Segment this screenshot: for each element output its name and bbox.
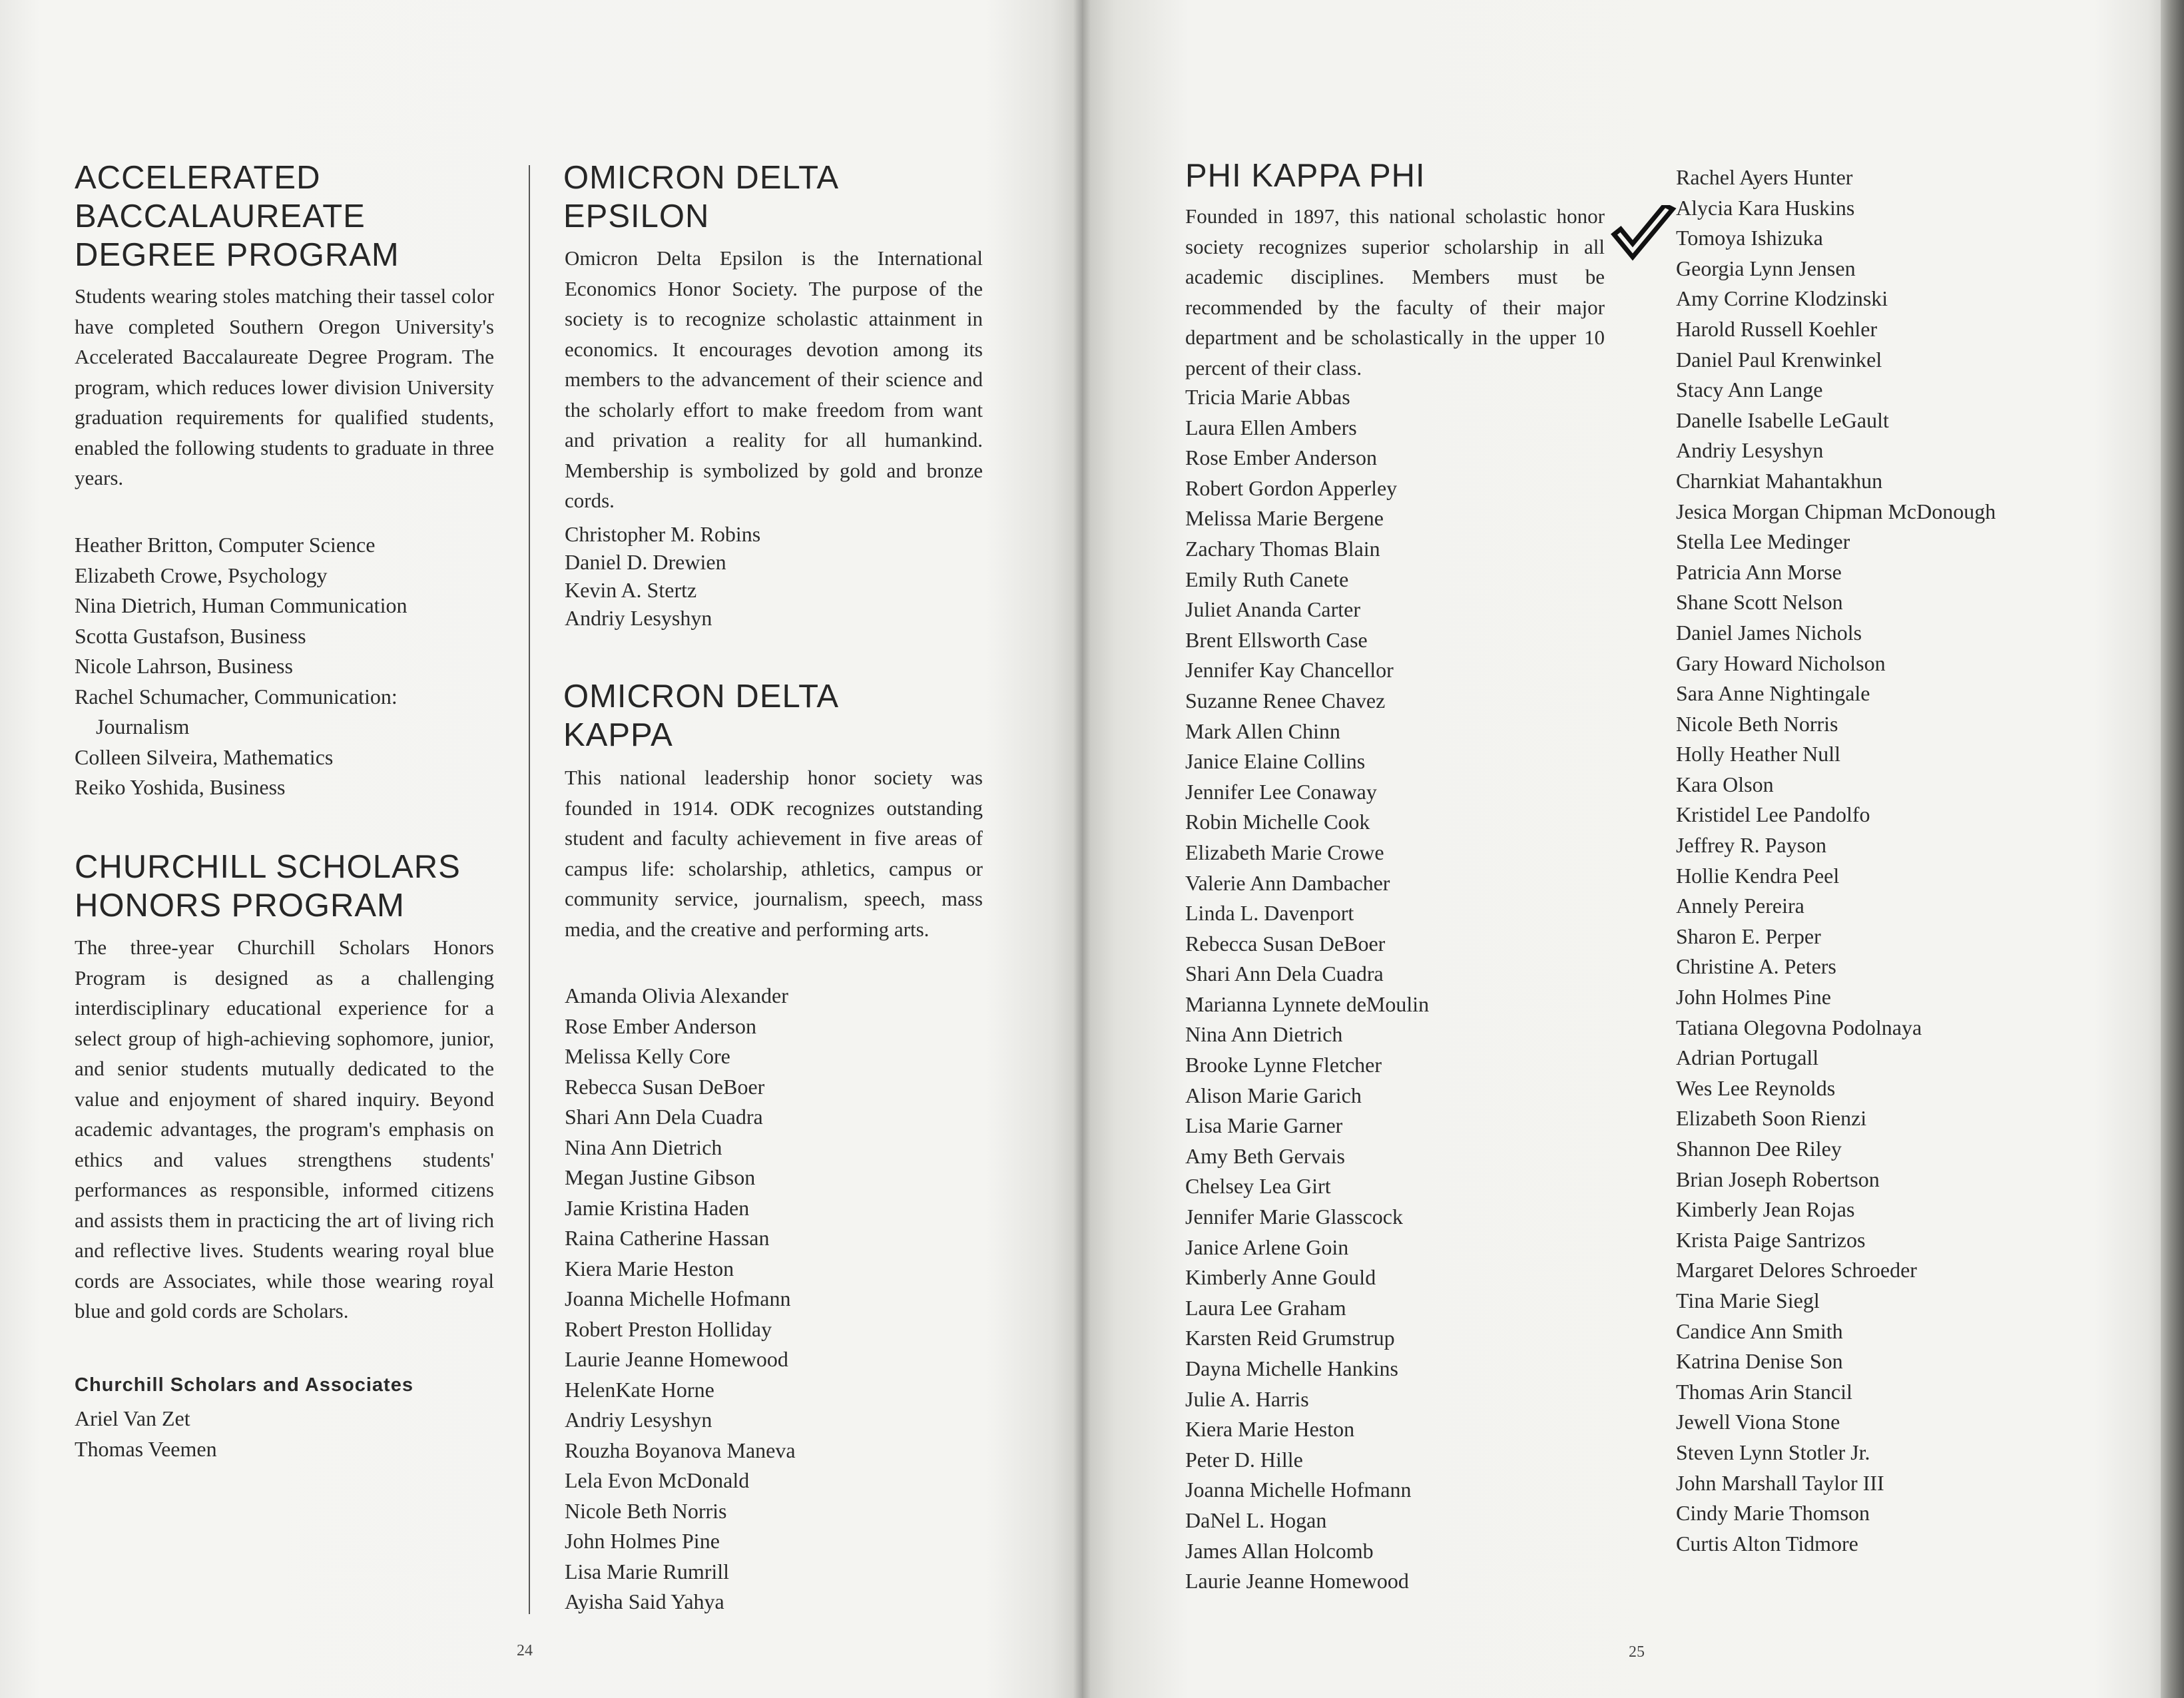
list-item: Linda L. Davenport bbox=[1185, 901, 1354, 926]
list-item: Kimberly Jean Rojas bbox=[1676, 1197, 1855, 1222]
list-item: Emily Ruth Canete bbox=[1185, 567, 1349, 591]
page-edge-shadow bbox=[2161, 0, 2184, 1698]
list-item: Andriy Lesyshyn bbox=[565, 1408, 712, 1432]
list-item: Rouzha Boyanova Maneva bbox=[565, 1438, 796, 1462]
list-item: Rachel Ayers Hunter bbox=[1676, 165, 1853, 189]
list-item: Stella Lee Medinger bbox=[1676, 529, 1850, 554]
left-page bbox=[0, 0, 1082, 1698]
list-item: Suzanne Renee Chavez bbox=[1185, 688, 1386, 712]
list-item: Jewell Viona Stone bbox=[1676, 1410, 1840, 1434]
list-item: Elizabeth Crowe, Psychology bbox=[75, 563, 328, 587]
list-item: Colleen Silveira, Mathematics bbox=[75, 744, 334, 769]
list-item: Candice Ann Smith bbox=[1676, 1318, 1843, 1343]
list-item: Amy Corrine Klodzinski bbox=[1676, 286, 1888, 311]
list-item: Stacy Ann Lange bbox=[1676, 378, 1823, 402]
churchill-subheading: Churchill Scholars and Associates bbox=[75, 1374, 413, 1396]
list-item: Thomas Veemen bbox=[75, 1436, 217, 1461]
abdp-heading-line: ACCELERATED bbox=[75, 160, 321, 196]
list-item: Jeffrey R. Payson bbox=[1676, 833, 1827, 858]
list-item: Thomas Arin Stancil bbox=[1676, 1379, 1852, 1404]
list-item: Elizabeth Marie Crowe bbox=[1185, 840, 1384, 864]
odk-heading-line: KAPPA bbox=[563, 717, 673, 753]
churchill-description: The three-year Churchill Scholars Honors Program is designed as a challenging interdisciplinary educational experience for a select group of high-achieving sophomore, junior, and senior students mutually dedicated to the value and enjoyment of shared inquiry. Beyond academic advantages, the program's emphasis on ethics and values strengthens students' performances as responsible, informed citizens and assists them in practicing the art of living rich and reflective lives. Students wearing royal blue cords are Associates, while those wearing royal blue and gold cords are Scholars. bbox=[75, 936, 494, 1322]
list-item: Katrina Denise Son bbox=[1676, 1349, 1843, 1374]
list-item: Amy Beth Gervais bbox=[1185, 1143, 1345, 1168]
odk-description: This national leadership honor society was founded in 1914. ODK recognizes outstanding student and faculty achievement in five areas of campus life: scholarship, athletics, campus or community service, journalism, speech, mass media, and the creative and performing arts. bbox=[565, 766, 983, 941]
abdp-heading bbox=[75, 158, 400, 274]
churchill-member-list bbox=[75, 1404, 217, 1464]
list-item: Kristidel Lee Pandolfo bbox=[1676, 802, 1870, 827]
list-item: Kimberly Anne Gould bbox=[1185, 1265, 1376, 1290]
abdp-student-list bbox=[75, 530, 407, 803]
list-item: Brent Ellsworth Case bbox=[1185, 627, 1368, 652]
list-item: Daniel James Nichols bbox=[1676, 620, 1862, 645]
list-item: Tomoya Ishizuka bbox=[1676, 226, 1823, 250]
list-item: Rebecca Susan DeBoer bbox=[565, 1074, 765, 1099]
ode-heading bbox=[563, 158, 839, 236]
list-item: Daniel D. Drewien bbox=[565, 550, 726, 574]
list-item: Alycia Kara Huskins bbox=[1676, 195, 1855, 220]
list-item: DaNel L. Hogan bbox=[1185, 1508, 1327, 1532]
ode-heading-line: EPSILON bbox=[563, 198, 710, 234]
list-item: Janice Elaine Collins bbox=[1185, 749, 1366, 774]
list-item: Jamie Kristina Haden bbox=[565, 1195, 750, 1220]
list-item: Kara Olson bbox=[1676, 772, 1774, 796]
column-divider bbox=[529, 165, 530, 1614]
list-item: John Holmes Pine bbox=[565, 1529, 720, 1553]
list-item: Tina Marie Siegl bbox=[1676, 1288, 1820, 1312]
list-item: Laura Ellen Ambers bbox=[1185, 415, 1357, 439]
list-item: Shari Ann Dela Cuadra bbox=[565, 1105, 763, 1129]
list-item: Laurie Jeanne Homewood bbox=[565, 1347, 788, 1371]
list-item: Zachary Thomas Blain bbox=[1185, 536, 1380, 561]
ode-description: Omicron Delta Epsilon is the International Economics Honor Society. The purpose of the society is to recognize scholastic attainment in economics. It encourages devotion among its members to the advancement of their science and the scholarly effort to make freedom from want and privation a reality for all humankind. Membership is symbolized by gold and bronze cords. bbox=[565, 246, 983, 512]
churchill-heading-line: HONORS PROGRAM bbox=[75, 888, 405, 924]
list-item: Holly Heather Null bbox=[1676, 742, 1841, 766]
list-item: Krista Paige Santrizos bbox=[1676, 1227, 1866, 1252]
list-item: Robert Preston Holliday bbox=[565, 1316, 772, 1341]
list-item: John Holmes Pine bbox=[1676, 985, 1831, 1009]
list-item: Megan Justine Gibson bbox=[565, 1165, 756, 1189]
list-item: Lisa Marie Garner bbox=[1185, 1113, 1343, 1138]
list-item: Hollie Kendra Peel bbox=[1676, 863, 1840, 888]
list-item: Annely Pereira bbox=[1676, 894, 1804, 918]
list-item: Lela Evon McDonald bbox=[565, 1468, 750, 1492]
page-number: 25 bbox=[1629, 1643, 1645, 1661]
list-item: Melissa Kelly Core bbox=[565, 1044, 730, 1068]
list-item: Juliet Ananda Carter bbox=[1185, 597, 1361, 622]
list-item: Danelle Isabelle LeGault bbox=[1676, 408, 1889, 432]
list-item: Alison Marie Garich bbox=[1185, 1083, 1362, 1107]
list-item: Janice Arlene Goin bbox=[1185, 1235, 1349, 1259]
list-item: Jennifer Lee Conaway bbox=[1185, 779, 1377, 804]
list-item: Reiko Yoshida, Business bbox=[75, 775, 286, 799]
abdp-description: Students wearing stoles matching their tassel color have completed Southern Oregon University's Accelerated Baccalaureate Degree Program. The program, which reduces lower division University graduation requirements for qualified students, enabled the following students to graduate in three years. bbox=[75, 284, 494, 489]
list-item: Raina Catherine Hassan bbox=[565, 1226, 770, 1250]
pkp-description: Founded in 1897, this national scholastic honor society recognizes superior scholarship in all academic disciplines. Members must be recommended by the faculty of their major department and be scholastically in the upper 10 percent of their class. bbox=[1185, 204, 1605, 380]
list-item: John Marshall Taylor III bbox=[1676, 1470, 1884, 1495]
list-item: James Allan Holcomb bbox=[1185, 1538, 1374, 1563]
list-item: Shannon Dee Riley bbox=[1676, 1137, 1842, 1161]
list-item: Nicole Beth Norris bbox=[565, 1498, 727, 1523]
list-item: Robin Michelle Cook bbox=[1185, 810, 1370, 834]
list-item: Chelsey Lea Girt bbox=[1185, 1174, 1331, 1199]
list-item: Steven Lynn Stotler Jr. bbox=[1676, 1440, 1870, 1464]
list-item: Scotta Gustafson, Business bbox=[75, 623, 306, 648]
list-item: Julie A. Harris bbox=[1185, 1386, 1309, 1411]
list-item: Daniel Paul Krenwinkel bbox=[1676, 347, 1882, 372]
list-item: Dayna Michelle Hankins bbox=[1185, 1356, 1398, 1380]
list-item: Ariel Van Zet bbox=[75, 1406, 190, 1430]
list-item: Joanna Michelle Hofmann bbox=[1185, 1478, 1412, 1502]
list-item: Jesica Morgan Chipman McDonough bbox=[1676, 499, 1996, 523]
list-item: Rebecca Susan DeBoer bbox=[1185, 931, 1386, 956]
list-item: Journalism bbox=[96, 714, 190, 738]
pkp-heading: PHI KAPPA PHI bbox=[1185, 158, 1426, 194]
list-item: Andriy Lesyshyn bbox=[1676, 438, 1824, 463]
pkp-member-list-col2 bbox=[1676, 162, 1996, 1559]
checkmark-icon bbox=[1610, 205, 1677, 266]
page-gutter bbox=[1073, 0, 1091, 1698]
odk-heading-line: OMICRON DELTA bbox=[563, 679, 840, 714]
ode-member-list bbox=[565, 520, 760, 632]
list-item: Elizabeth Soon Rienzi bbox=[1676, 1106, 1867, 1131]
list-item: Peter D. Hille bbox=[1185, 1447, 1303, 1472]
abdp-heading-line: BACCALAUREATE bbox=[75, 198, 366, 234]
list-item: Curtis Alton Tidmore bbox=[1676, 1531, 1858, 1556]
abdp-heading-line: DEGREE PROGRAM bbox=[75, 237, 400, 273]
list-item: Robert Gordon Apperley bbox=[1185, 475, 1398, 500]
list-item: Lisa Marie Rumrill bbox=[565, 1559, 730, 1583]
list-item: Brooke Lynne Fletcher bbox=[1185, 1053, 1382, 1077]
list-item: Kiera Marie Heston bbox=[565, 1256, 734, 1280]
list-item: Cindy Marie Thomson bbox=[1676, 1501, 1870, 1526]
list-item: Nicole Beth Norris bbox=[1676, 711, 1838, 736]
list-item: Rose Ember Anderson bbox=[1185, 445, 1377, 470]
list-item: Charnkiat Mahantakhun bbox=[1676, 468, 1883, 493]
churchill-heading bbox=[75, 848, 461, 925]
list-item: Adrian Portugall bbox=[1676, 1045, 1819, 1070]
list-item: Nicole Lahrson, Business bbox=[75, 654, 293, 678]
list-item: Harold Russell Koehler bbox=[1676, 316, 1878, 341]
list-item: Shane Scott Nelson bbox=[1676, 590, 1843, 615]
list-item: Amanda Olivia Alexander bbox=[565, 984, 788, 1007]
list-item: Joanna Michelle Hofmann bbox=[565, 1286, 791, 1310]
ode-heading-line: OMICRON DELTA bbox=[563, 160, 840, 196]
list-item: Heather Britton, Computer Science bbox=[75, 533, 376, 557]
list-item: Mark Allen Chinn bbox=[1185, 718, 1340, 743]
list-item: Melissa Marie Bergene bbox=[1185, 506, 1384, 531]
list-item: Brian Joseph Robertson bbox=[1676, 1167, 1880, 1191]
list-item: Kevin A. Stertz bbox=[565, 578, 697, 602]
list-item: HelenKate Horne bbox=[565, 1377, 714, 1402]
churchill-heading-line: CHURCHILL SCHOLARS bbox=[75, 849, 461, 885]
list-item: Ayisha Said Yahya bbox=[565, 1589, 724, 1613]
list-item: Laura Lee Graham bbox=[1185, 1295, 1346, 1320]
pkp-member-list-col1 bbox=[1185, 382, 1429, 1597]
list-item: Andriy Lesyshyn bbox=[565, 606, 712, 630]
list-item: Christopher M. Robins bbox=[565, 522, 761, 546]
list-item: Jennifer Marie Glasscock bbox=[1185, 1205, 1403, 1229]
list-item: Nina Ann Dietrich bbox=[565, 1135, 722, 1159]
list-item: Rose Ember Anderson bbox=[565, 1013, 756, 1038]
list-item: Karsten Reid Grumstrup bbox=[1185, 1326, 1395, 1350]
list-item: Sara Anne Nightingale bbox=[1676, 681, 1870, 706]
list-item: Laurie Jeanne Homewood bbox=[1185, 1569, 1409, 1593]
list-item: Tricia Marie Abbas bbox=[1185, 385, 1350, 409]
odk-heading bbox=[563, 677, 839, 754]
page-number: 24 bbox=[517, 1642, 533, 1659]
list-item: Rachel Schumacher, Communication: bbox=[75, 684, 398, 708]
list-item: Christine A. Peters bbox=[1676, 954, 1836, 979]
list-item: Patricia Ann Morse bbox=[1676, 559, 1842, 584]
list-item: Gary Howard Nicholson bbox=[1676, 651, 1886, 675]
list-item: Georgia Lynn Jensen bbox=[1676, 256, 1856, 280]
list-item: Shari Ann Dela Cuadra bbox=[1185, 962, 1384, 986]
list-item: Valerie Ann Dambacher bbox=[1185, 870, 1390, 895]
list-item: Sharon E. Perper bbox=[1676, 924, 1821, 948]
list-item: Nina Dietrich, Human Communication bbox=[75, 593, 408, 617]
list-item: Wes Lee Reynolds bbox=[1676, 1075, 1836, 1100]
list-item: Kiera Marie Heston bbox=[1185, 1417, 1355, 1442]
list-item: Margaret Delores Schroeder bbox=[1676, 1258, 1917, 1282]
list-item: Nina Ann Dietrich bbox=[1185, 1022, 1343, 1047]
list-item: Jennifer Kay Chancellor bbox=[1185, 658, 1394, 683]
list-item: Tatiana Olegovna Podolnaya bbox=[1676, 1015, 1922, 1039]
list-item: Marianna Lynnete deMoulin bbox=[1185, 991, 1430, 1016]
odk-member-list bbox=[565, 981, 796, 1617]
